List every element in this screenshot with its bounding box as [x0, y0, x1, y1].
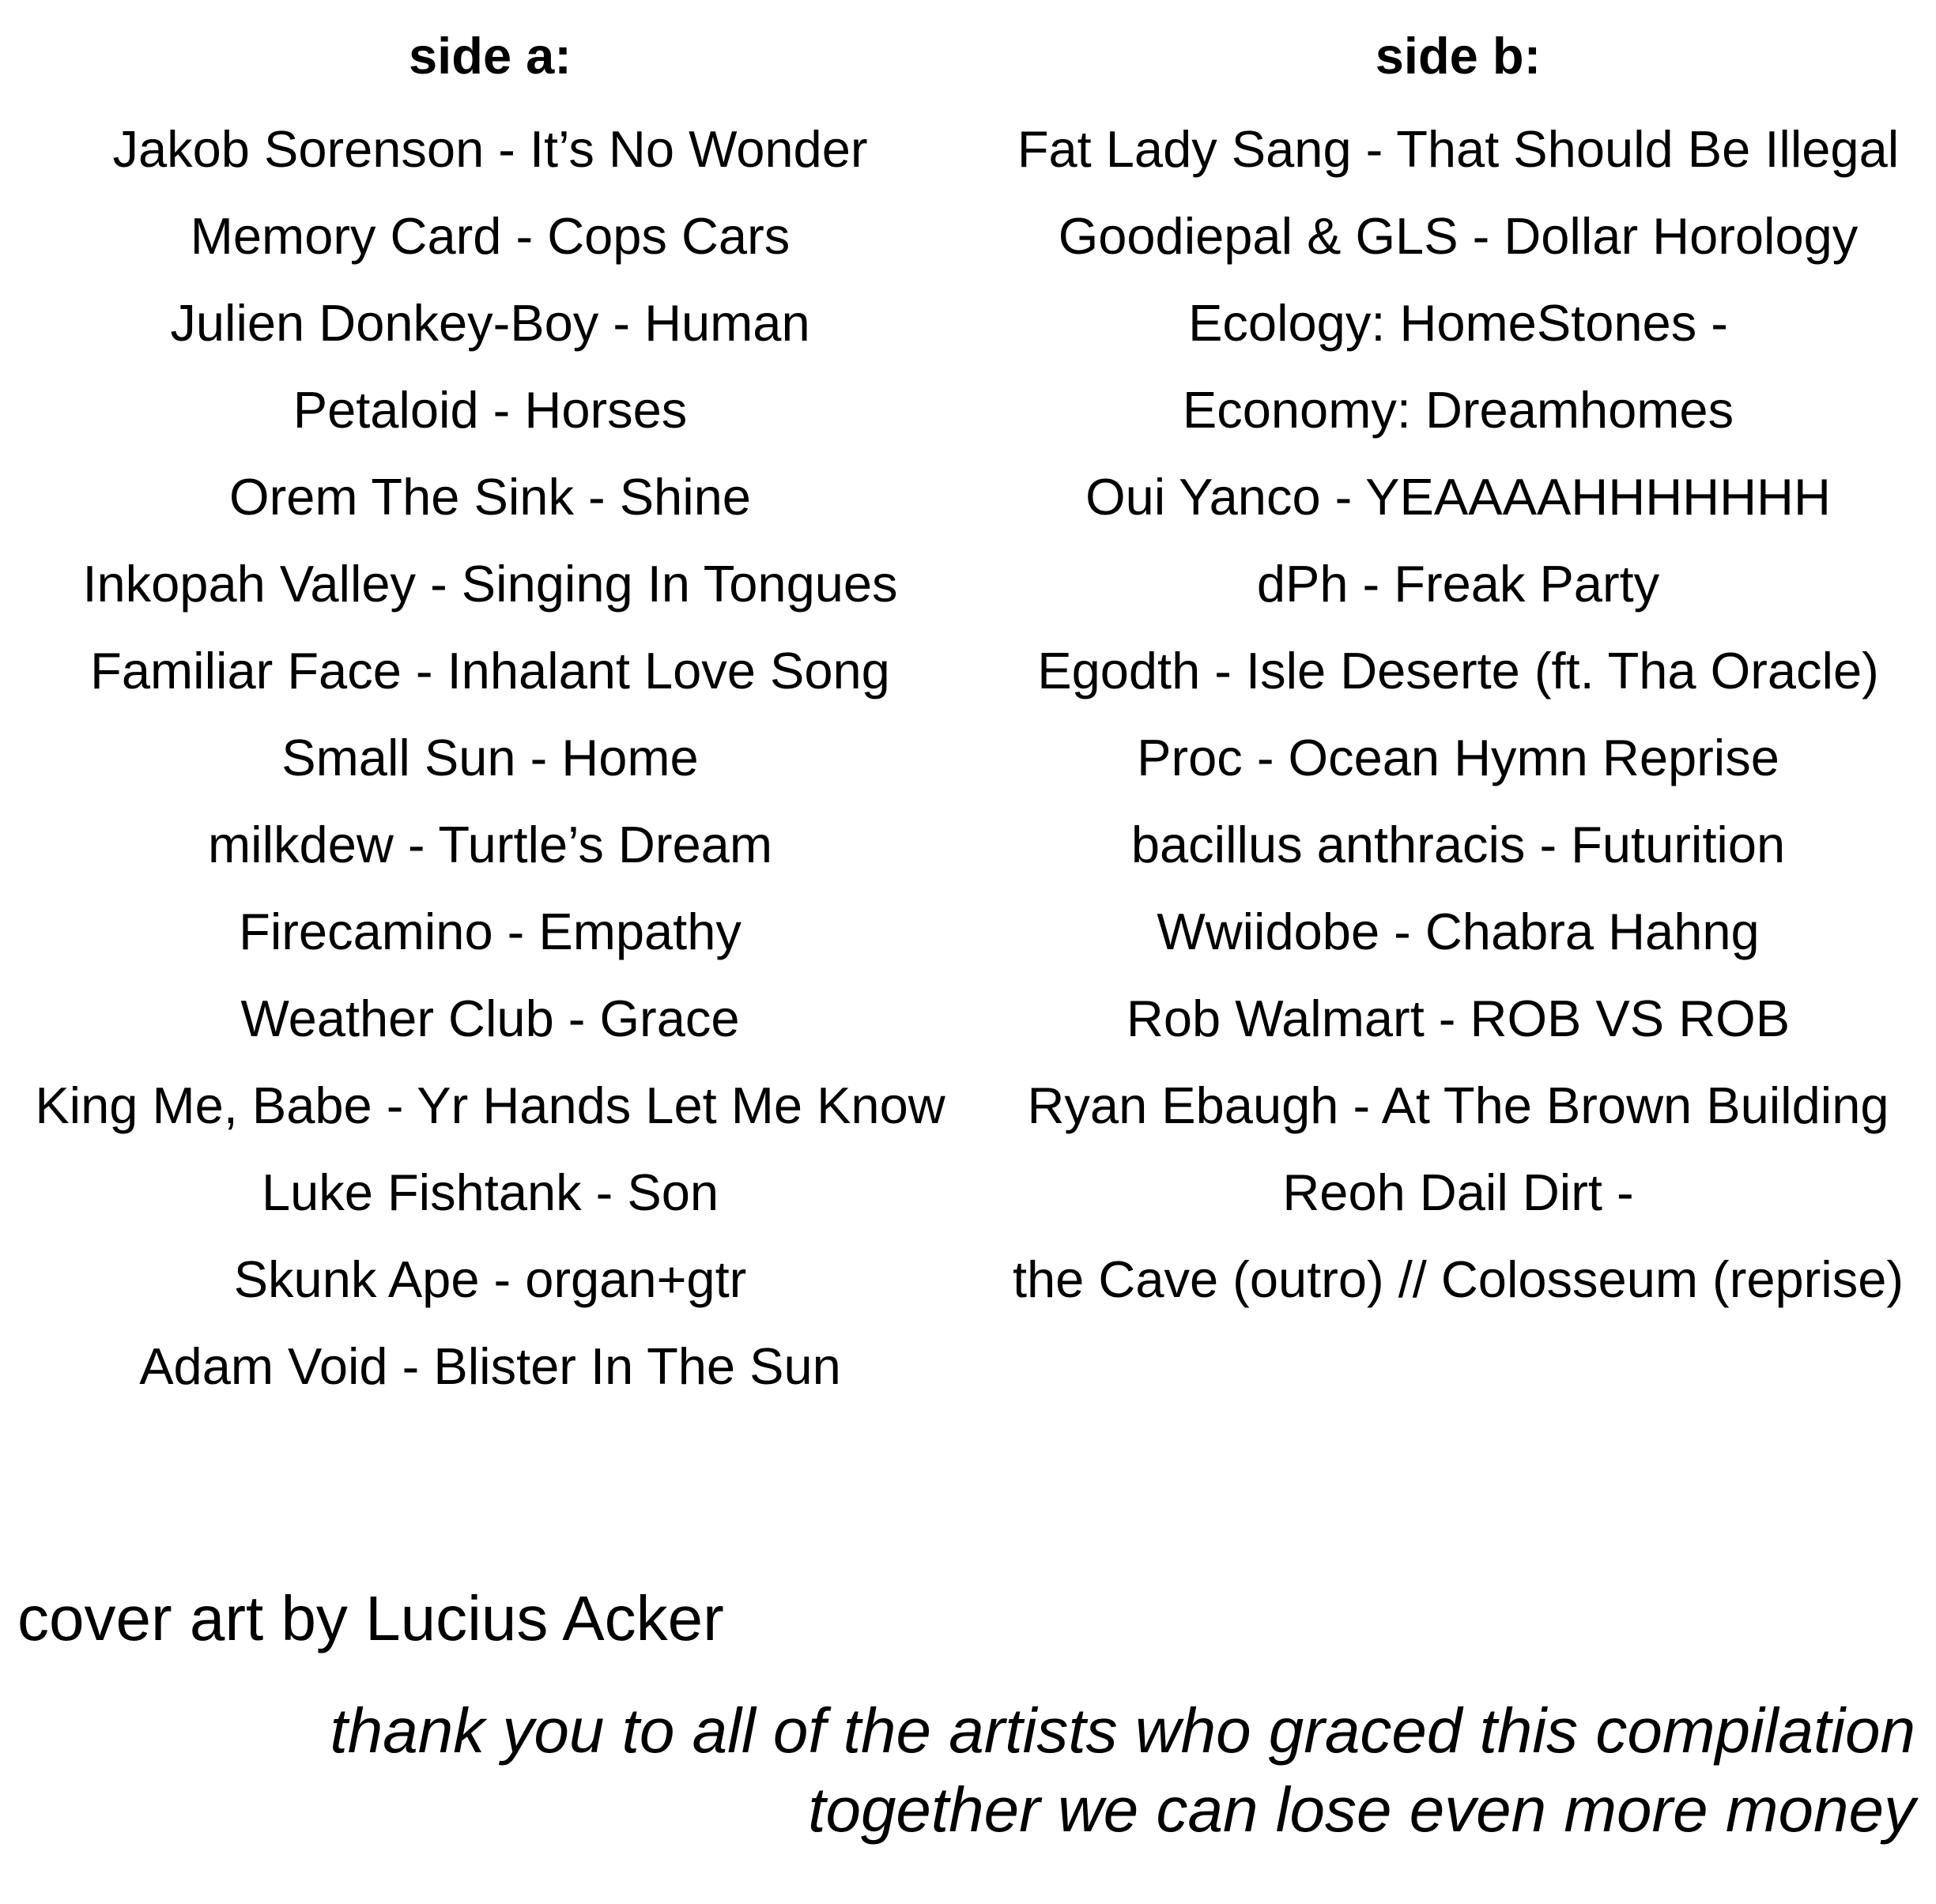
track-item: Economy: Dreamhomes — [1182, 381, 1734, 439]
thanks-note — [330, 1691, 1915, 1849]
track-item: Egodth - Isle Deserte (ft. Tha Oracle) — [1037, 642, 1879, 699]
track-item: Julien Donkey-Boy - Human — [170, 294, 810, 352]
side-a-title: side a: — [409, 27, 572, 85]
track-item: dPh - Freak Party — [1256, 555, 1660, 613]
track-item: Oui Yanco - YEAAAAHHHHHHH — [1085, 468, 1831, 526]
side-b-column — [980, 22, 1936, 1323]
track-item: King Me, Babe - Yr Hands Let Me Know — [35, 1076, 945, 1134]
track-item: Weather Club - Grace — [240, 990, 740, 1047]
track-item: Proc - Ocean Hymn Reprise — [1137, 729, 1779, 786]
track-item: Inkopah Valley - Singing In Tongues — [82, 555, 898, 613]
track-item: Petaloid - Horses — [292, 381, 688, 439]
track-item: the Cave (outro) // Colosseum (reprise) — [1012, 1250, 1904, 1308]
track-item: Rob Walmart - ROB VS ROB — [1126, 990, 1791, 1047]
track-item: Luke Fishtank - Son — [261, 1163, 719, 1221]
track-item: Familiar Face - Inhalant Love Song — [90, 642, 890, 699]
track-item: Firecamino - Empathy — [239, 903, 742, 960]
track-item: bacillus anthracis - Futurition — [1130, 816, 1786, 873]
track-item: Small Sun - Home — [281, 729, 699, 786]
track-item: Skunk Ape - organ+gtr — [233, 1250, 747, 1308]
track-item: Jakob Sorenson - It’s No Wonder — [112, 120, 868, 178]
track-item: Wwiidobe - Chabra Hahng — [1157, 903, 1760, 960]
side-b-title: side b: — [1375, 27, 1542, 85]
track-item: Goodiepal & GLS - Dollar Horology — [1058, 207, 1859, 265]
track-item: Ecology: HomeStones - — [1188, 294, 1728, 352]
side-a-tracklist — [0, 106, 980, 1410]
cover-art-credit: cover art by Lucius Acker — [17, 1583, 724, 1653]
track-item: Orem The Sink - Shine — [229, 468, 751, 526]
track-item: milkdew - Turtle’s Dream — [208, 816, 772, 873]
track-item: Adam Void - Blister In The Sun — [139, 1337, 841, 1395]
side-a-column — [0, 22, 980, 1410]
track-item: Reoh Dail Dirt - — [1282, 1163, 1634, 1221]
thanks-line-2: together we can lose even more money — [808, 1774, 1915, 1845]
thanks-line-1: thank you to all of the artists who graced this compilation — [330, 1695, 1915, 1766]
side-b-tracklist — [980, 106, 1936, 1323]
track-item: Ryan Ebaugh - At The Brown Building — [1027, 1076, 1889, 1134]
track-item: Fat Lady Sang - That Should Be Illegal — [1017, 120, 1900, 178]
track-item: Memory Card - Cops Cars — [190, 207, 791, 265]
